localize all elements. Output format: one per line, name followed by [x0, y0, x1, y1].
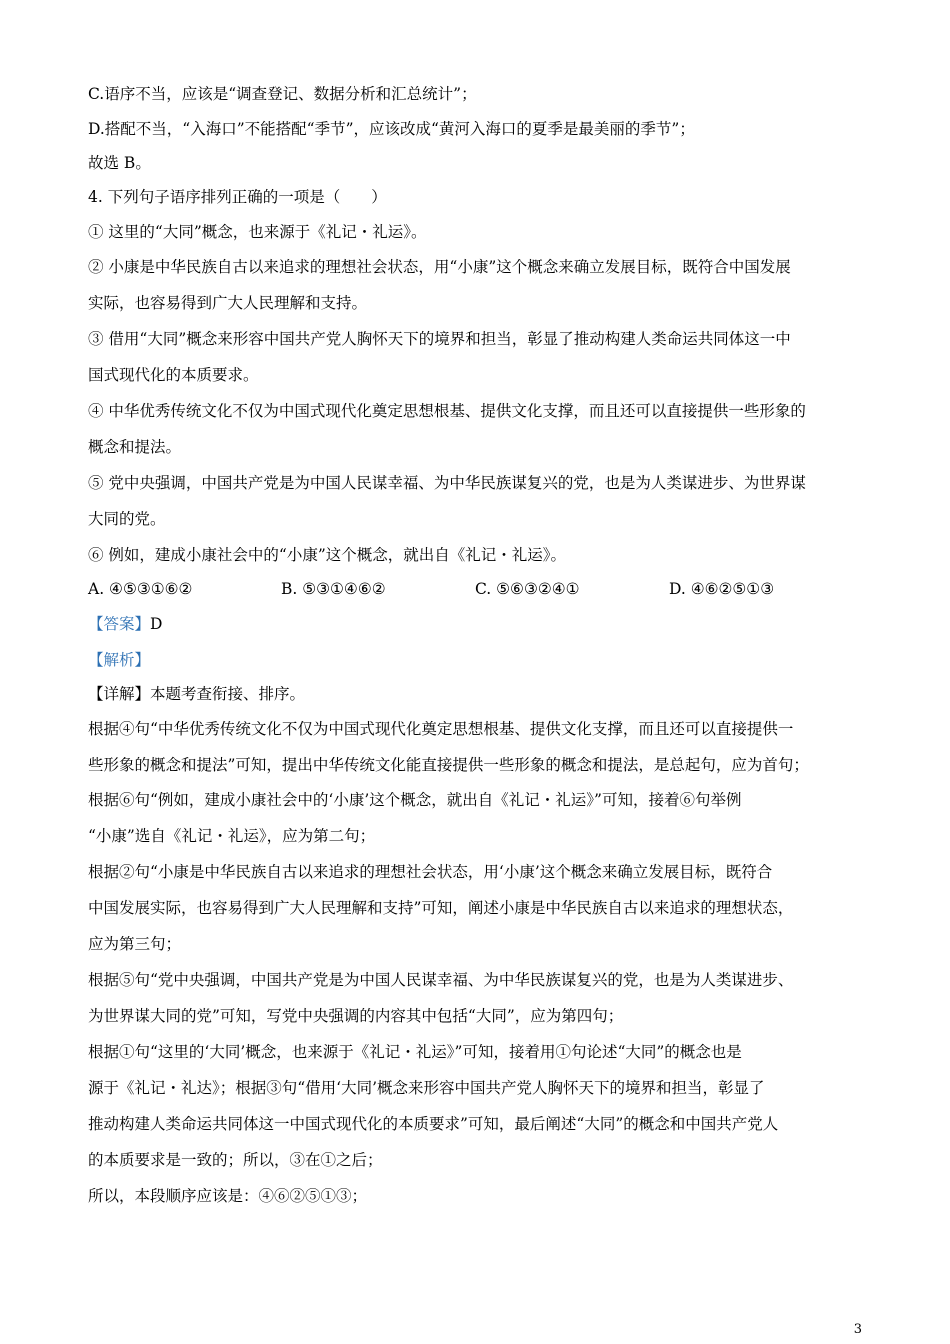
prev-conclusion: 故选 B。 [88, 154, 151, 172]
analysis-line: 推动构建人类命运共同体这一中国式现代化的本质要求”可知，最后阐述“大同”的概念和中国共产党人 [88, 1115, 779, 1133]
analysis-line: 所以，本段顺序应该是：④⑥②⑤①③； [88, 1187, 368, 1205]
analysis-line: 根据②句“小康是中华民族自古以来追求的理想社会状态，用‘小康’这个概念来确立发展目标，既符合 [88, 863, 773, 881]
analysis-line: 的本质要求是一致的；所以，③在①之后； [88, 1151, 383, 1169]
page-number: 3 [853, 1322, 862, 1337]
sentence-2-line-2: 实际，也容易得到广大人民理解和支持。 [88, 294, 368, 312]
detail-line [88, 684, 305, 704]
sentence-3-line-1: ③ 借用“大同”概念来形容中国共产党人胸怀天下的境界和担当，彰显了推动构建人类命运共同体这一中 [88, 330, 791, 348]
analysis-line: 根据④句“中华优秀传统文化不仅为中国式现代化奠定思想根基、提供文化支撑，而且还可以直接提供一 [88, 720, 794, 738]
analysis-line: 根据⑥句“例如，建成小康社会中的‘小康’这个概念，就出自《礼记・礼运》”可知，接着⑥句举例 [88, 791, 742, 809]
answer-value: D [150, 615, 163, 633]
question-stem: 4. 下列句子语序排列正确的一项是（ ） [88, 188, 387, 206]
prev-option-d-explanation: D.搭配不当，“入海口”不能搭配“季节”，应该改成“黄河入海口的夏季是最美丽的季节”； [88, 120, 695, 138]
option-c: C. ⑤⑥③②④① [475, 580, 580, 598]
analysis-line: 根据⑤句“党中央强调，中国共产党是为中国人民谋幸福、为中华民族谋复兴的党，也是为人类谋进步、 [88, 971, 794, 989]
sentence-6: ⑥ 例如，建成小康社会中的“小康”这个概念，就出自《礼记・礼运》。 [88, 546, 567, 564]
analysis-line: 些形象的概念和提法”可知，提出中华传统文化能直接提供一些形象的概念和提法，是总起句，应为首句； [88, 756, 809, 774]
detail-label: 【详解】 [88, 685, 151, 703]
option-b: B. ⑤③①④⑥② [281, 580, 386, 598]
analysis-line: 源于《礼记・礼达》；根据③句“借用‘大同’概念来形容中国共产党人胸怀天下的境界和担当，彰显了 [88, 1079, 765, 1097]
option-a: A. ④⑤③①⑥② [88, 580, 193, 598]
sentence-5-line-2: 大同的党。 [88, 510, 166, 528]
option-d: D. ④⑥②⑤①③ [669, 580, 775, 598]
answer-line [88, 614, 162, 634]
analysis-line: 应为第三句； [88, 935, 182, 953]
answer-label: 【答案】 [88, 615, 151, 633]
analysis-line: “小康”选自《礼记・礼运》，应为第二句； [88, 827, 376, 845]
detail-text: 本题考查衔接、排序。 [150, 685, 306, 703]
sentence-1: ① 这里的“大同”概念，也来源于《礼记・礼运》。 [88, 223, 427, 241]
sentence-5-line-1: ⑤ 党中央强调，中国共产党是为中国人民谋幸福、为中华民族谋复兴的党，也是为人类谋进步、为世界谋 [88, 474, 806, 492]
analysis-line: 中国发展实际，也容易得到广大人民理解和支持”可知，阐述小康是中华民族自古以来追求的理想状态， [88, 899, 794, 917]
sentence-2-line-1: ② 小康是中华民族自古以来追求的理想社会状态，用“小康”这个概念来确立发展目标，既符合中国发展 [88, 258, 791, 276]
analysis-label: 【解析】 [88, 651, 151, 669]
sentence-4-line-2: 概念和提法。 [88, 438, 182, 456]
sentence-3-line-2: 国式现代化的本质要求。 [88, 366, 259, 384]
analysis-line: 为世界谋大同的党”可知，写党中央强调的内容其中包括“大同”，应为第四句； [88, 1007, 624, 1025]
analysis-line: 根据①句“这里的‘大同’概念，也来源于《礼记・礼运》”可知，接着用①句论述“大同”的概念也是 [88, 1043, 742, 1061]
sentence-4-line-1: ④ 中华优秀传统文化不仅为中国式现代化奠定思想根基、提供文化支撑，而且还可以直接提供一些形象的 [88, 402, 806, 420]
prev-option-c-explanation: C.语序不当，应该是“调查登记、数据分析和汇总统计”； [88, 85, 477, 103]
